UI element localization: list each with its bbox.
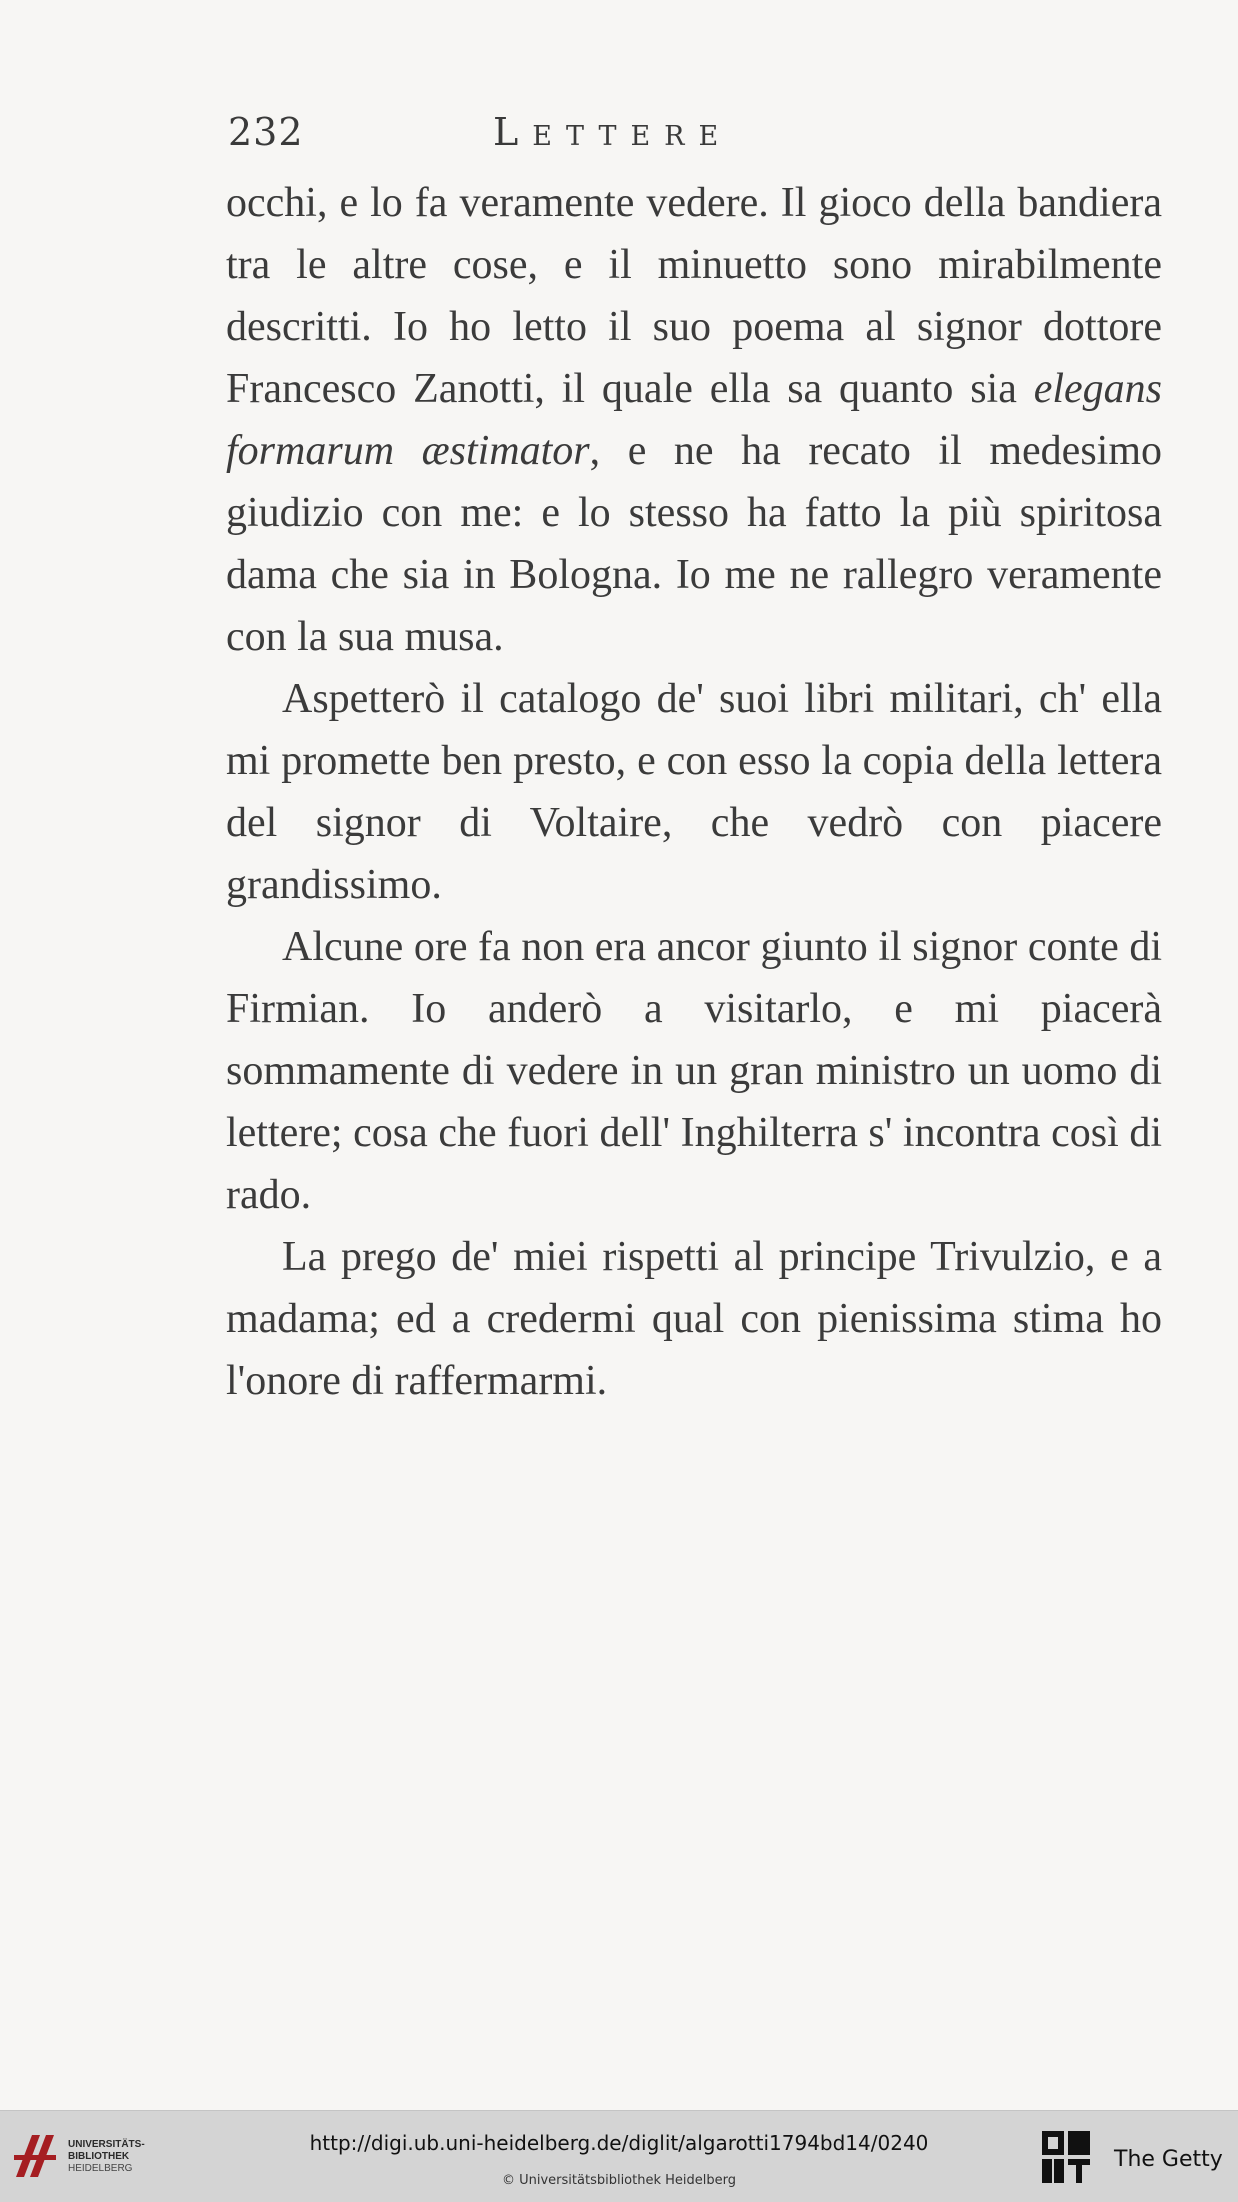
copyright-notice: © Universitätsbibliothek Heidelberg xyxy=(501,2173,736,2188)
running-head: Lettere xyxy=(493,110,733,154)
permalink-url[interactable]: http://digi.ub.uni-heidelberg.de/diglit/algarotti1794bd14/0240 xyxy=(309,2131,929,2155)
letter-text xyxy=(226,172,1162,1412)
paragraph-3: Alcune ore fa non era ancor giunto il signor conte di Firmian. Io anderò a visitarlo, e mi piacerà sommamente di vedere in un gran ministro un uomo di lettere; cosa che fuori dell' Inghilterra s' incontra così di rado. xyxy=(226,924,1162,1218)
paragraph-1 xyxy=(226,172,1162,668)
paragraph-2: Aspetterò il catalogo de' suoi libri militari, ch' ella mi promette ben presto, e con esso la copia della lettera del signor di Voltaire, che vedrò con piacere grandissimo. xyxy=(226,676,1162,908)
paragraph-4: La prego de' miei rispetti al principe Trivulzio, e a madama; ed a credermi qual con pienissima stima ho l'onore di raffermarmi. xyxy=(226,1234,1162,1404)
getty-label: The Getty xyxy=(1114,2147,1223,2172)
page-number: 232 xyxy=(228,110,304,154)
getty-logo[interactable] xyxy=(1040,2129,1230,2191)
university-name-line-1: UNIVERSITÄTS- xyxy=(68,2139,145,2150)
university-name-line-3: HEIDELBERG xyxy=(68,2163,133,2174)
latin-phrase: elegans formarum æstimator xyxy=(226,366,1162,474)
university-name-line-2: BIBLIOTHEK xyxy=(68,2151,130,2162)
getty-mark-icon xyxy=(1040,2129,1092,2187)
page-header xyxy=(228,110,1168,160)
paragraph-1-text-b: , e ne ha recato il medesimo giudizio con me: e lo stesso ha fatto la più spiritosa dama che sia in Bologna. Io me ne rallegro veramente con la sua musa. xyxy=(226,428,1163,660)
viewer-footer xyxy=(0,2110,1238,2202)
paragraph-1-text-a: occhi, e lo fa veramente vedere. Il gioco della bandiera tra le altre cose, e il minuetto sono mirabilmente descritti. Io ho letto il suo poema al signor dottore Francesco Zanotti, il quale ella sa quanto sia xyxy=(226,180,1162,412)
